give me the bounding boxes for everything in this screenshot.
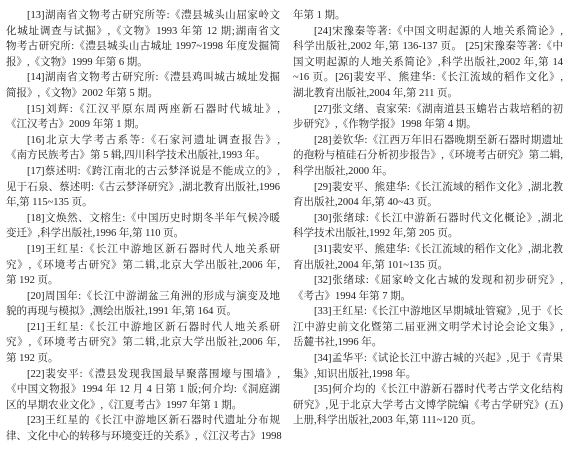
reference-line: [16]北京大学考古系等:《石家河遗址调查报告》,: [27, 134, 280, 146]
reference-entry: [6, 70, 280, 101]
reference-entry: [293, 273, 563, 304]
reference-line: 《考古》1994 年第 7 期。: [293, 290, 412, 302]
reference-entry: [293, 382, 563, 429]
reference-line: 江中游史前文化暨第二届亚洲文明学术讨论会论文集》,: [293, 321, 563, 333]
reference-line: [17]蔡述明:《跨江南北的古云梦泽说是不能成立的》,: [27, 165, 280, 177]
reference-entry-continuation: [293, 8, 563, 24]
reference-line: [33]王红星:《长江中游地区早期城址管窥》,见于《长: [314, 306, 563, 318]
reference-line: 集》,知识出版社,1998 年。: [293, 368, 417, 380]
reference-line: 育出版社,2004 年,第 101~135 页。: [293, 259, 449, 271]
reference-entry: [293, 351, 563, 382]
reference-line: 岳麓书社,1996 年。: [293, 337, 383, 349]
reference-line: [20]周国年:《长江中游湖盆三角洲的形成与演变及地: [27, 290, 280, 302]
reference-line: 科学出版社,2002 年,第 136-137 页。 [25]宋豫秦等著:《中: [293, 41, 563, 53]
reference-line: [13]湖南省文物考古研究所等:《澧县城头山屈家岭文: [27, 10, 280, 21]
reference-entry: [293, 211, 563, 242]
reference-line: 究》,《环境考古研究》第二辑,北京大学出版社,2006 年,: [6, 259, 280, 271]
reference-line: 第 192 页。: [6, 353, 59, 365]
reference-entry: [6, 211, 280, 242]
reference-entry: [293, 24, 563, 102]
references-right-column: [293, 8, 563, 429]
reference-entry: [6, 289, 280, 320]
reference-entry: [6, 242, 280, 289]
reference-line: 第 192 页。: [6, 275, 59, 287]
reference-line: [28]姜钦华:《江西万年旧石器晚期至新石器时期遗址: [314, 134, 563, 146]
reference-entry: [293, 102, 563, 133]
reference-entry: [6, 413, 280, 444]
reference-line: [21]王红星:《长江中游地区新石器时代人地关系研: [27, 321, 280, 333]
reference-entry: [293, 242, 563, 273]
reference-line: 物考古研究所:《澧县城头山古城址 1997~1998 年度发掘简: [6, 41, 280, 53]
reference-line: 《江汉考古》2009 年第 1 期。: [6, 119, 146, 131]
reference-line: [34]孟华平:《试论长江中游古城的兴起》,见于《青果: [314, 353, 563, 365]
reference-line: 见于石泉、蔡述明:《古云梦泽研究》,湖北教育出版社,1996: [6, 181, 280, 193]
reference-entry: [6, 320, 280, 367]
reference-line: [31]裴安平、熊建华:《长江流域的稻作文化》,湖北教: [314, 243, 563, 255]
reference-line: [30]张绪球:《长江中游新石器时代文化概论》,湖北: [314, 212, 563, 224]
reference-line: 《南方民族考古》第 5 辑,四川科学技术出版社,1993 年。: [6, 150, 266, 162]
reference-entry: [6, 102, 280, 133]
reference-line: [19]王红星:《长江中游地区新石器时代人地关系研: [27, 243, 280, 255]
reference-line: [35]何介均的《长江中游新石器时代考古学文化结构: [314, 384, 563, 396]
reference-line: 上册,科学出版社,2003 年,第 111~120 页。: [293, 415, 482, 427]
reference-line: [29]裴安平、熊建华:《长江流域的稻作文化》,湖北教: [314, 181, 563, 193]
reference-line: [14]湖南省文物考古研究所:《澧县鸡叫城古城址发掘: [27, 72, 280, 84]
reference-entry: [293, 304, 563, 351]
reference-line: 步研究》,《作物学报》1998 年第 4 期。: [293, 119, 477, 131]
reference-line: 湖北教育出版社,2004 年,第 211 页。: [293, 87, 458, 99]
reference-line: 化城址调查与试掘》,《文物》1993 年第 12 期;湖南省文: [6, 25, 280, 37]
reference-entry: [293, 133, 563, 180]
reference-line: [22]裴安平:《澧县发现我国最早聚落围壕与围墙》,: [27, 368, 280, 380]
reference-line: 的孢粉与植硅石分析初步报告》,《环境考古研究》第二辑,: [293, 150, 563, 162]
reference-line: [32]张绪球:《屈家岭文化古城的发现和初步研究》,: [314, 275, 563, 287]
reference-line: [24]宋豫秦等著:《中国文明起源的人地关系简论》,: [314, 25, 563, 37]
reference-line: [18]文焕然、文榕生:《中国历史时期冬半年气候冷暖: [27, 212, 280, 224]
references-left-column: [6, 8, 280, 445]
reference-line: 育出版社,2004 年,第 40~43 页。: [293, 197, 438, 209]
reference-entry: [6, 367, 280, 414]
reference-line: 研究》,见于北京大学考古文博学院编《考古学研究》(五): [293, 399, 563, 411]
reference-line: 报》,《文物》1999 年第 6 期。: [6, 56, 148, 68]
reference-line: [15]刘辉:《江汉平原东周两座新石器时代城址》,: [27, 103, 280, 115]
reference-line: 《中国文物报》1994 年 12 月 4 日第 1 版;何介均:《洞庭湖: [6, 384, 280, 396]
reference-line: 变迁》,科学出版社,1996 年,第 110 页。: [6, 228, 185, 240]
reference-entry: [6, 133, 280, 164]
reference-line: 律、文化中心的转移与环境变迁的关系》,《江汉考古》1998: [6, 431, 282, 443]
reference-line: [27]张文绪、袁家荣:《湖南道县玉蟾岩古栽培稻的初: [314, 103, 563, 115]
reference-entry: [6, 164, 280, 211]
reference-line: ~16 页。[26]裴安平、熊建华:《长江流域的稻作文化》,: [293, 72, 563, 84]
reference-entry: [6, 8, 280, 70]
reference-line: 简报》,《文物》2002 年第 5 期。: [6, 87, 159, 99]
reference-line: 区的早期农业文化》,《江夏考古》1997 年第 1 期。: [6, 399, 243, 411]
reference-line: [23]王红星的《长江中游地区新石器时代遗址分布规: [27, 415, 280, 427]
reference-entry: [293, 180, 563, 211]
reference-line: 究》,《环境考古研究》第二辑,北京大学出版社,2006 年,: [6, 337, 280, 349]
reference-line: 貌的再现与模拟》,测绘出版社,1991 年,第 164 页。: [6, 306, 237, 318]
reference-line: 科学出版社,2000 年。: [293, 165, 393, 177]
reference-line: 年第 1 期。: [293, 10, 346, 21]
reference-line: 年,第 115~135 页。: [6, 197, 93, 209]
reference-line: 国文明起源的人地关系简论》,科学出版社,2002 年,第 14: [293, 56, 563, 68]
reference-line: 科学技术出版社,1992 年,第 205 页。: [293, 228, 459, 240]
